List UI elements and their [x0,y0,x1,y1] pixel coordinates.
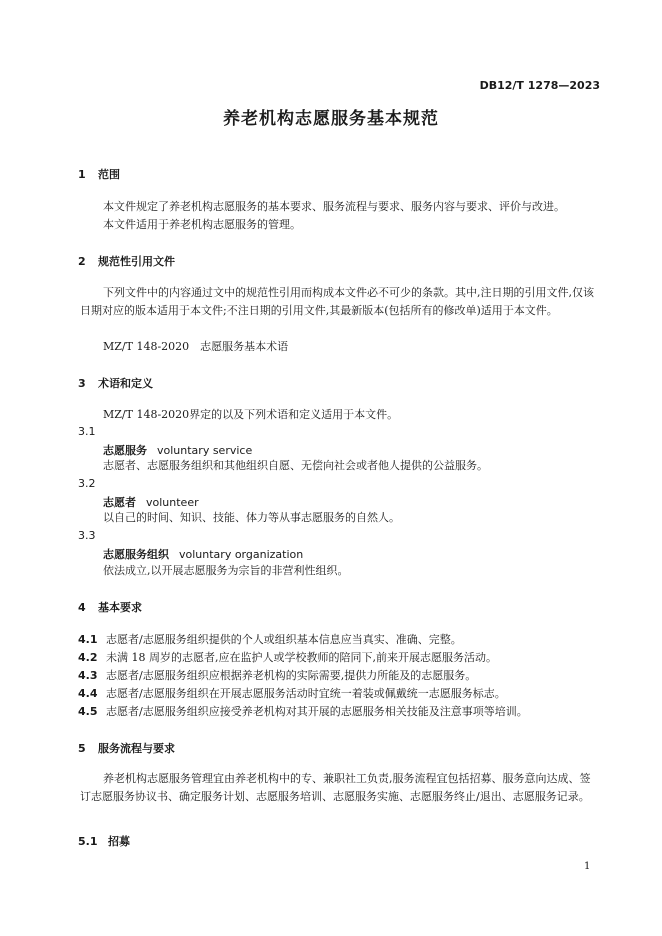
section-number: 2 [78,255,86,268]
subsection-5-1-heading [78,833,130,849]
item-number: 4.2 [78,651,98,664]
term-en: volunteer [146,496,199,509]
requirement-item [78,631,462,647]
section-4-heading [78,599,142,615]
section-2-heading [78,253,175,269]
section-title: 范围 [98,168,120,181]
item-number: 4.5 [78,705,98,718]
term-definition: 依法成立,以开展志愿服务为宗旨的非营利性组织。 [103,564,349,577]
term-cn: 志愿服务组织 [103,548,169,561]
scope-paragraph-1: 本文件规定了养老机构志愿服务的基本要求、服务流程与要求、服务内容与要求、评价与改进。 [103,200,565,213]
term-title [103,494,199,510]
term-en: voluntary organization [179,548,304,561]
item-number: 4.4 [78,687,98,700]
term-number: 3.2 [78,477,96,490]
requirement-item [78,667,476,683]
normative-reference: MZ/T 148-2020 志愿服务基本术语 [103,340,289,353]
item-text: 志愿者/志愿服务组织提供的个人或组织基本信息应当真实、准确、完整。 [106,633,462,646]
term-definition: 志愿者、志愿服务组织和其他组织自愿、无偿向社会或者他人提供的公益服务。 [103,459,488,472]
requirement-item [78,649,497,665]
item-number: 4.3 [78,669,98,682]
item-number: 4.1 [78,633,98,646]
item-text: 志愿者/志愿服务组织在开展志愿服务活动时宜统一着装或佩戴统一志愿服务标志。 [106,687,506,700]
process-paragraph: 养老机构志愿服务管理宜由养老机构中的专、兼职社工负责,服务流程宜包括招募、服务意向达成、签订志愿服务协议书、确定服务计划、志愿服务培训、志愿服务实施、志愿服务终止/退出、志愿服务记录。 [80,772,591,803]
item-text: 未满 18 周岁的志愿者,应在监护人或学校教师的陪同下,前来开展志愿服务活动。 [106,651,497,664]
terms-intro: MZ/T 148-2020界定的以及下列术语和定义适用于本文件。 [103,408,399,421]
scope-paragraph-2: 本文件适用于养老机构志愿服务的管理。 [103,218,301,231]
section-title: 术语和定义 [98,377,153,390]
section-title: 规范性引用文件 [98,255,175,268]
requirement-item [78,703,528,719]
subsection-number: 5.1 [78,835,98,848]
term-title [103,442,252,458]
item-text: 志愿者/志愿服务组织应根据养老机构的实际需要,提供力所能及的志愿服务。 [106,669,477,682]
term-number: 3.3 [78,529,96,542]
section-title: 服务流程与要求 [98,742,175,755]
page-number: 1 [584,861,591,872]
section-title: 基本要求 [98,601,142,614]
section-number: 4 [78,601,86,614]
term-cn: 志愿服务 [103,444,147,457]
section-number: 5 [78,742,86,755]
term-en: voluntary service [157,444,253,457]
requirement-item [78,685,506,701]
document-title: 养老机构志愿服务基本规范 [223,109,439,129]
standard-code: DB12/T 1278—2023 [479,79,600,92]
section-5-heading [78,740,175,756]
subsection-title: 招募 [108,835,130,848]
term-definition: 以自己的时间、知识、技能、体力等从事志愿服务的自然人。 [103,511,400,524]
term-cn: 志愿者 [103,496,136,509]
term-title [103,546,303,562]
normative-paragraph: 下列文件中的内容通过文中的规范性引用而构成本文件必不可少的条款。其中,注日期的引用文件,仅该日期对应的版本适用于本文件;不注日期的引用文件,其最新版本(包括所有的修改单)适用于本文件。 [80,286,594,317]
item-text: 志愿者/志愿服务组织应接受养老机构对其开展的志愿服务相关技能及注意事项等培训。 [106,705,528,718]
section-number: 1 [78,168,86,181]
section-1-heading [78,166,120,182]
section-number: 3 [78,377,86,390]
term-number: 3.1 [78,425,96,438]
section-3-heading [78,375,153,391]
